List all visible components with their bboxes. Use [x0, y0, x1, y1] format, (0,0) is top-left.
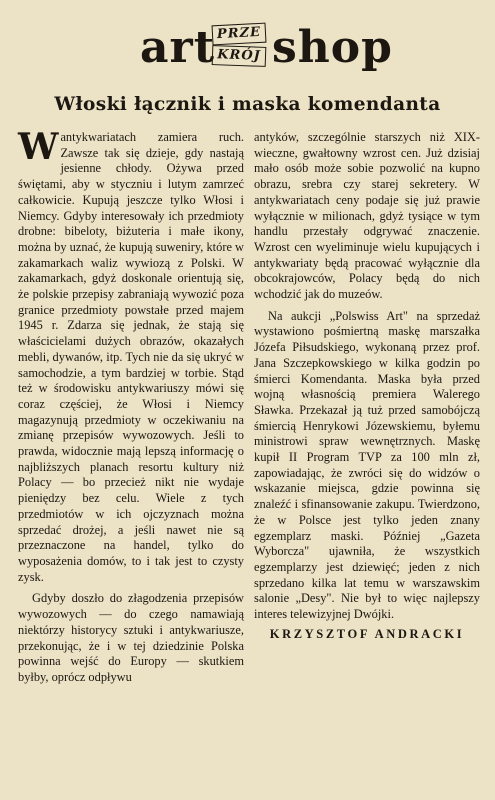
masthead-box-top: PRZE [212, 23, 267, 46]
paragraph-text: antykwariatach zamiera ruch. Zawsze tak się dzieje, gdy nastają jesienne chłody. Ożywa przed świętami, aby w styczniu i lutym zamrzeć całkowicie. Kupują jeszcze tylko Włosi i Niemcy. Gdyby interesowały ich przedmioty drobne: bibeloty, biżuteria i małe ikony, można by uznać, że kupują suweniry, które w zakamarkach waliz wywiozą z Polski. W zakamarkach, gdyż doskonale orientują się, że polskie przepisy zabraniają wywozić poza granice przedmioty powstałe przed majem 1945 r. Zdarza się jednak, że stają się właścicielami dużych obrazów, okazałych mebli, dywanów, itp. Tych nie da się ukryć w samochodzie, a tym bardziej w torbie. Stąd też w środowisku antykwariuszy mówi się coraz częściej, że Włosi i Niemcy magazynują przedmioty w oczekiwaniu na zmianę przepisów wywozowych. Jeśli to prawda, widocznie mają lepszą informację o najbliższych planach resortu kultury niż Polacy — bo przecież nikt nie wydaje pieniędzy bez celu. Wiele z tych przedmiotów w ich ojczyznach można sprzedać drożej, a jeśli nawet nie są przeznaczone na handel, tylko do wyposażenia domów, to i tak jest to czysty zysk. [18, 130, 244, 584]
masthead-logo-box [212, 24, 268, 68]
column-left [18, 126, 244, 790]
masthead-shop: shop [272, 22, 393, 73]
paragraph [18, 126, 244, 585]
masthead-box-bottom: KRÓJ [212, 45, 267, 67]
article-body [18, 126, 480, 790]
paragraph: antyków, szczególnie starszych niż XIX-wieczne, gwałtowny wzrost cen. Już dzisiaj mało osób może sobie pozwolić na kupno obrazu, srebra czy starej sekretery. W antykwariatach ceny podaje się już prawie wyłącznie w milionach, gdyż tysiące w tym handlu przestały odgrywać znaczenie. Wzrost cen wyeliminuje wielu kupujących i antykwariaty będą pracować wyłącznie dla obcokrajowców, Polacy będą do nich wchodzić jak do muzeów. [254, 130, 480, 302]
article-title: Włoski łącznik i maska komendanta [54, 94, 441, 115]
masthead [0, 22, 495, 82]
paragraph: Gdyby doszło do złagodzenia przepisów wywozowych — do czego namawiają niektórzy historycy sztuki i antykwariusze, przekonując, że i w tej dziedzinie Polska powinna wejść do Europy — skutkiem byłby, oprócz odpływu [18, 591, 244, 684]
column-right [254, 130, 480, 790]
drop-cap: W [18, 126, 59, 168]
paragraph: Na aukcji „Polswiss Art" na sprzedaż wystawiono pośmiertną maskę marszałka Józefa Piłsudskiego, wykonaną przez prof. Jana Szczepkowskiego w kilka godzin po śmierci Komendanta. Maska była przed wojną własnością premiera Walerego Sławka. Przekazał ją tuż przed samobójczą śmiercią Henrykowi Józewskiemu, byłemu ministrowi spraw wewnętrznych. Maskę kupił II Program TVP za 100 mln zł, zapowiadając, że zwróci się do widzów o wskazanie miejsca, gdzie powinna się znaleźć i sfinansowanie zakupu. Twierdzono, że w Polsce jest tylko jeden znany egzemplarz maski. Później „Gazeta Wyborcza" ujawniła, że wszystkich egzemplarzy jest dziewięć; jeden z nich sprzedano kilka lat temu w warszawskim salonie „Desy". Nie był to więc najlepszy interes telewizyjnej Dwójki. [254, 308, 480, 622]
author-signature: KRZYSZTOF ANDRACKI [269, 626, 465, 641]
masthead-art: art [140, 22, 216, 73]
